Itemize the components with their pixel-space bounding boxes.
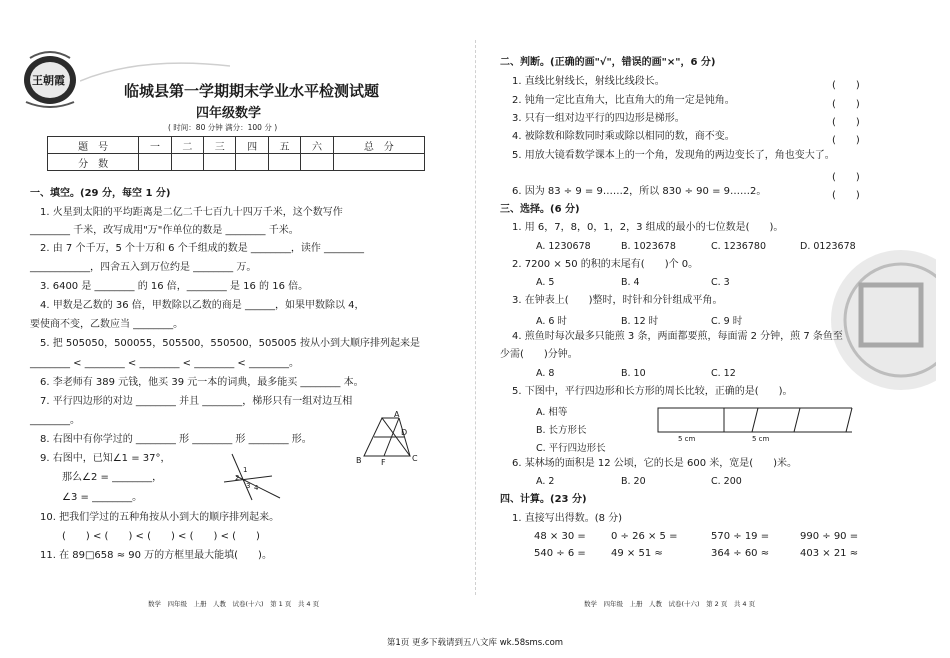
choice-option[interactable]: B. 20: [621, 476, 646, 487]
choice-option[interactable]: B. 10: [621, 368, 646, 379]
figure-q5: [652, 404, 858, 450]
choice-option[interactable]: A. 相等: [536, 407, 568, 418]
score-cell: 五: [268, 137, 300, 154]
fig8-label: A: [394, 410, 400, 419]
question-line: 10. 把我们学过的五种角按从小到大的顺序排列起来。: [40, 512, 280, 523]
score-cell: 六: [301, 137, 333, 154]
score-table-header-row: [48, 137, 425, 154]
calc-item: 0 ÷ 26 × 5 =: [611, 531, 678, 542]
question-line: 5. 把 505050，500055，505500，550500，505005 按从小到大顺序排列起来是: [40, 338, 420, 349]
choice-question: 少需( )分钟。: [500, 349, 578, 360]
question-line: 3. 6400 是 ________ 的 16 倍，________ 是 16 的 16 倍。: [40, 281, 309, 292]
choice-option[interactable]: C. 平行四边形长: [536, 443, 606, 454]
fig9-label: 1: [243, 466, 248, 474]
choice-option[interactable]: A. 1230678: [536, 241, 591, 252]
judge-line: 1. 直线比射线长，射线比线段长。: [512, 76, 665, 87]
brand-logo: [20, 50, 80, 108]
choice-option[interactable]: B. 4: [621, 277, 640, 288]
page-footer-left: 数学 四年级 上册 人教 试卷(十六) 第 1 页 共 4 页: [148, 600, 320, 608]
section3-heading: 三、选择。(6 分): [500, 204, 580, 215]
choice-question: 6. 某林场的面积是 12 公顷，它的长是 600 米，宽是( )米。: [512, 458, 798, 469]
question-line: 要使商不变，乙数应当 ________。: [30, 319, 184, 330]
choice-option[interactable]: B. 12 时: [621, 316, 659, 327]
calc-item: 403 × 21 ≈: [800, 548, 859, 559]
calc-item: 48 × 30 =: [534, 531, 586, 542]
choice-question: 2. 7200 × 50 的积的末尾有( )个 0。: [512, 259, 699, 270]
logo-text: 王朝霞: [32, 74, 65, 87]
score-input-cell[interactable]: [204, 154, 236, 171]
choice-option[interactable]: A. 5: [536, 277, 555, 288]
section1-heading: 一、填空。(29 分，每空 1 分): [30, 188, 171, 199]
fig8-label: C: [412, 454, 418, 463]
answer-paren[interactable]: ( ): [832, 117, 860, 128]
choice-option[interactable]: D. 0123678: [800, 241, 856, 252]
score-cell: 题 号: [48, 137, 139, 154]
choice-question: 4. 煎鱼时每次最多只能煎 3 条，两面都要煎，每面需 2 分钟，煎 7 条鱼至: [512, 331, 843, 342]
exam-meta: ( 时间：80 分钟 满分：100 分 ): [168, 123, 278, 132]
score-input-cell[interactable]: [268, 154, 300, 171]
question-line: 7. 平行四边形的对边 ________ 并且 ________，梯形只有一组对边互相: [40, 396, 353, 407]
judge-line: 4. 被除数和除数同时乘或除以相同的数，商不变。: [512, 131, 735, 142]
choice-option[interactable]: A. 2: [536, 476, 555, 487]
fig9-label: 2: [235, 474, 240, 482]
choice-option[interactable]: A. 8: [536, 368, 555, 379]
watermark-stamp: [826, 240, 936, 400]
choice-option[interactable]: B. 1023678: [621, 241, 676, 252]
score-table-score-row: [48, 154, 425, 171]
choice-option[interactable]: C. 12: [711, 368, 736, 379]
answer-paren[interactable]: ( ): [832, 99, 860, 110]
question-line: ________ 千米，改写成用"万"作单位的数是 ________ 千米。: [30, 225, 299, 236]
answer-paren[interactable]: ( ): [832, 190, 860, 201]
score-cell: 分 数: [48, 154, 139, 171]
score-cell: 四: [236, 137, 268, 154]
judge-line: 5. 用放大镜看数学课本上的一个角，发现角的两边变长了，角也变大了。: [512, 150, 835, 161]
score-input-cell[interactable]: [171, 154, 203, 171]
choice-option[interactable]: C. 9 时: [711, 316, 743, 327]
score-input-cell[interactable]: [333, 154, 424, 171]
fig9-label: 4: [254, 484, 259, 492]
question-line: ∠3 = ________。: [62, 492, 143, 503]
judge-line: 6. 因为 83 ÷ 9 = 9……2，所以 830 ÷ 90 = 9……2。: [512, 186, 767, 197]
score-cell: 三: [204, 137, 236, 154]
fig8-label: F: [381, 458, 386, 467]
exam-subtitle: 四年级数学: [196, 106, 262, 121]
fig5-label: 5 cm: [752, 435, 770, 443]
figure-q9: [222, 452, 282, 502]
page-divider: [475, 40, 476, 595]
question-line: 9. 右图中，已知∠1 = 37°，: [40, 453, 171, 464]
fig9-label: 3: [246, 482, 251, 490]
answer-paren[interactable]: ( ): [832, 172, 860, 183]
calc-item: 364 ÷ 60 ≈: [711, 548, 770, 559]
question-line: 8. 右图中有你学过的 ________ 形 ________ 形 ________ 形。: [40, 434, 312, 445]
section4-heading: 四、计算。(23 分): [500, 494, 587, 505]
choice-question: 1. 用 6，7，8，0，1，2，3 组成的最小的七位数是( )。: [512, 222, 784, 233]
question-line: ( ) < ( ) < ( ) < ( ) < ( ): [62, 531, 260, 542]
bottom-download-link[interactable]: 第1页 更多下载请到五八文库 wk.58sms.com: [386, 638, 564, 648]
figure-q8: [354, 410, 424, 468]
score-input-cell[interactable]: [301, 154, 333, 171]
page-footer-right: 数学 四年级 上册 人教 试卷(十六) 第 2 页 共 4 页: [584, 600, 756, 608]
question-line: 11. 在 89□658 ≈ 90 万的方框里最大能填( )。: [40, 550, 272, 561]
answer-paren[interactable]: ( ): [832, 80, 860, 91]
fig8-label: B: [356, 456, 362, 465]
question-line: 1. 火星到太阳的平均距离是二亿二千七百九十四万千米，这个数写作: [40, 207, 343, 218]
score-input-cell[interactable]: [236, 154, 268, 171]
question-line: ________ < ________ < ________ < ________ < ________。: [30, 358, 299, 369]
calc-item: 540 ÷ 6 =: [534, 548, 586, 559]
choice-option[interactable]: B. 长方形长: [536, 425, 587, 436]
choice-question: 5. 下图中，平行四边形和长方形的周长比较，正确的是( )。: [512, 386, 793, 397]
score-table: [47, 136, 425, 171]
choice-option[interactable]: A. 6 时: [536, 316, 567, 327]
choice-option[interactable]: C. 1236780: [711, 241, 766, 252]
score-cell: 二: [171, 137, 203, 154]
question-line: 2. 由 7 个千万，5 个十万和 6 个千组成的数是 ________，读作 ________: [40, 243, 365, 254]
calc-subheading: 1. 直接写出得数。(8 分): [512, 513, 623, 524]
score-cell: 总 分: [333, 137, 424, 154]
score-input-cell[interactable]: [139, 154, 171, 171]
score-cell: 一: [139, 137, 171, 154]
choice-question: 3. 在钟表上( )整时，时针和分针组成平角。: [512, 295, 723, 306]
calc-item: 570 ÷ 19 =: [711, 531, 770, 542]
exam-title: 临城县第一学期期末学业水平检测试题: [124, 82, 380, 100]
choice-option[interactable]: C. 200: [711, 476, 742, 487]
fig8-label: D: [401, 428, 408, 437]
question-line: ____________，四舍五入到万位约是 ________ 万。: [30, 262, 257, 273]
judge-line: 3. 只有一组对边平行的四边形是梯形。: [512, 113, 685, 124]
section2-heading: 二、判断。(正确的画"√"，错误的画"×"，6 分): [500, 57, 716, 68]
question-line: 那么∠2 = ________，: [62, 472, 163, 483]
calc-item: 49 × 51 ≈: [611, 548, 663, 559]
answer-paren[interactable]: ( ): [832, 135, 860, 146]
fig5-label: 5 cm: [678, 435, 696, 443]
calc-item: 990 ÷ 90 =: [800, 531, 859, 542]
question-line: 6. 李老师有 389 元钱，他买 39 元一本的词典，最多能买 ________ 本。: [40, 377, 364, 388]
question-line: ________。: [30, 415, 80, 426]
choice-option[interactable]: C. 3: [711, 277, 730, 288]
judge-line: 2. 钝角一定比直角大，比直角大的角一定是钝角。: [512, 95, 735, 106]
question-line: 4. 甲数是乙数的 36 倍，甲数除以乙数的商是 ______，如果甲数除以 4，: [40, 300, 365, 311]
